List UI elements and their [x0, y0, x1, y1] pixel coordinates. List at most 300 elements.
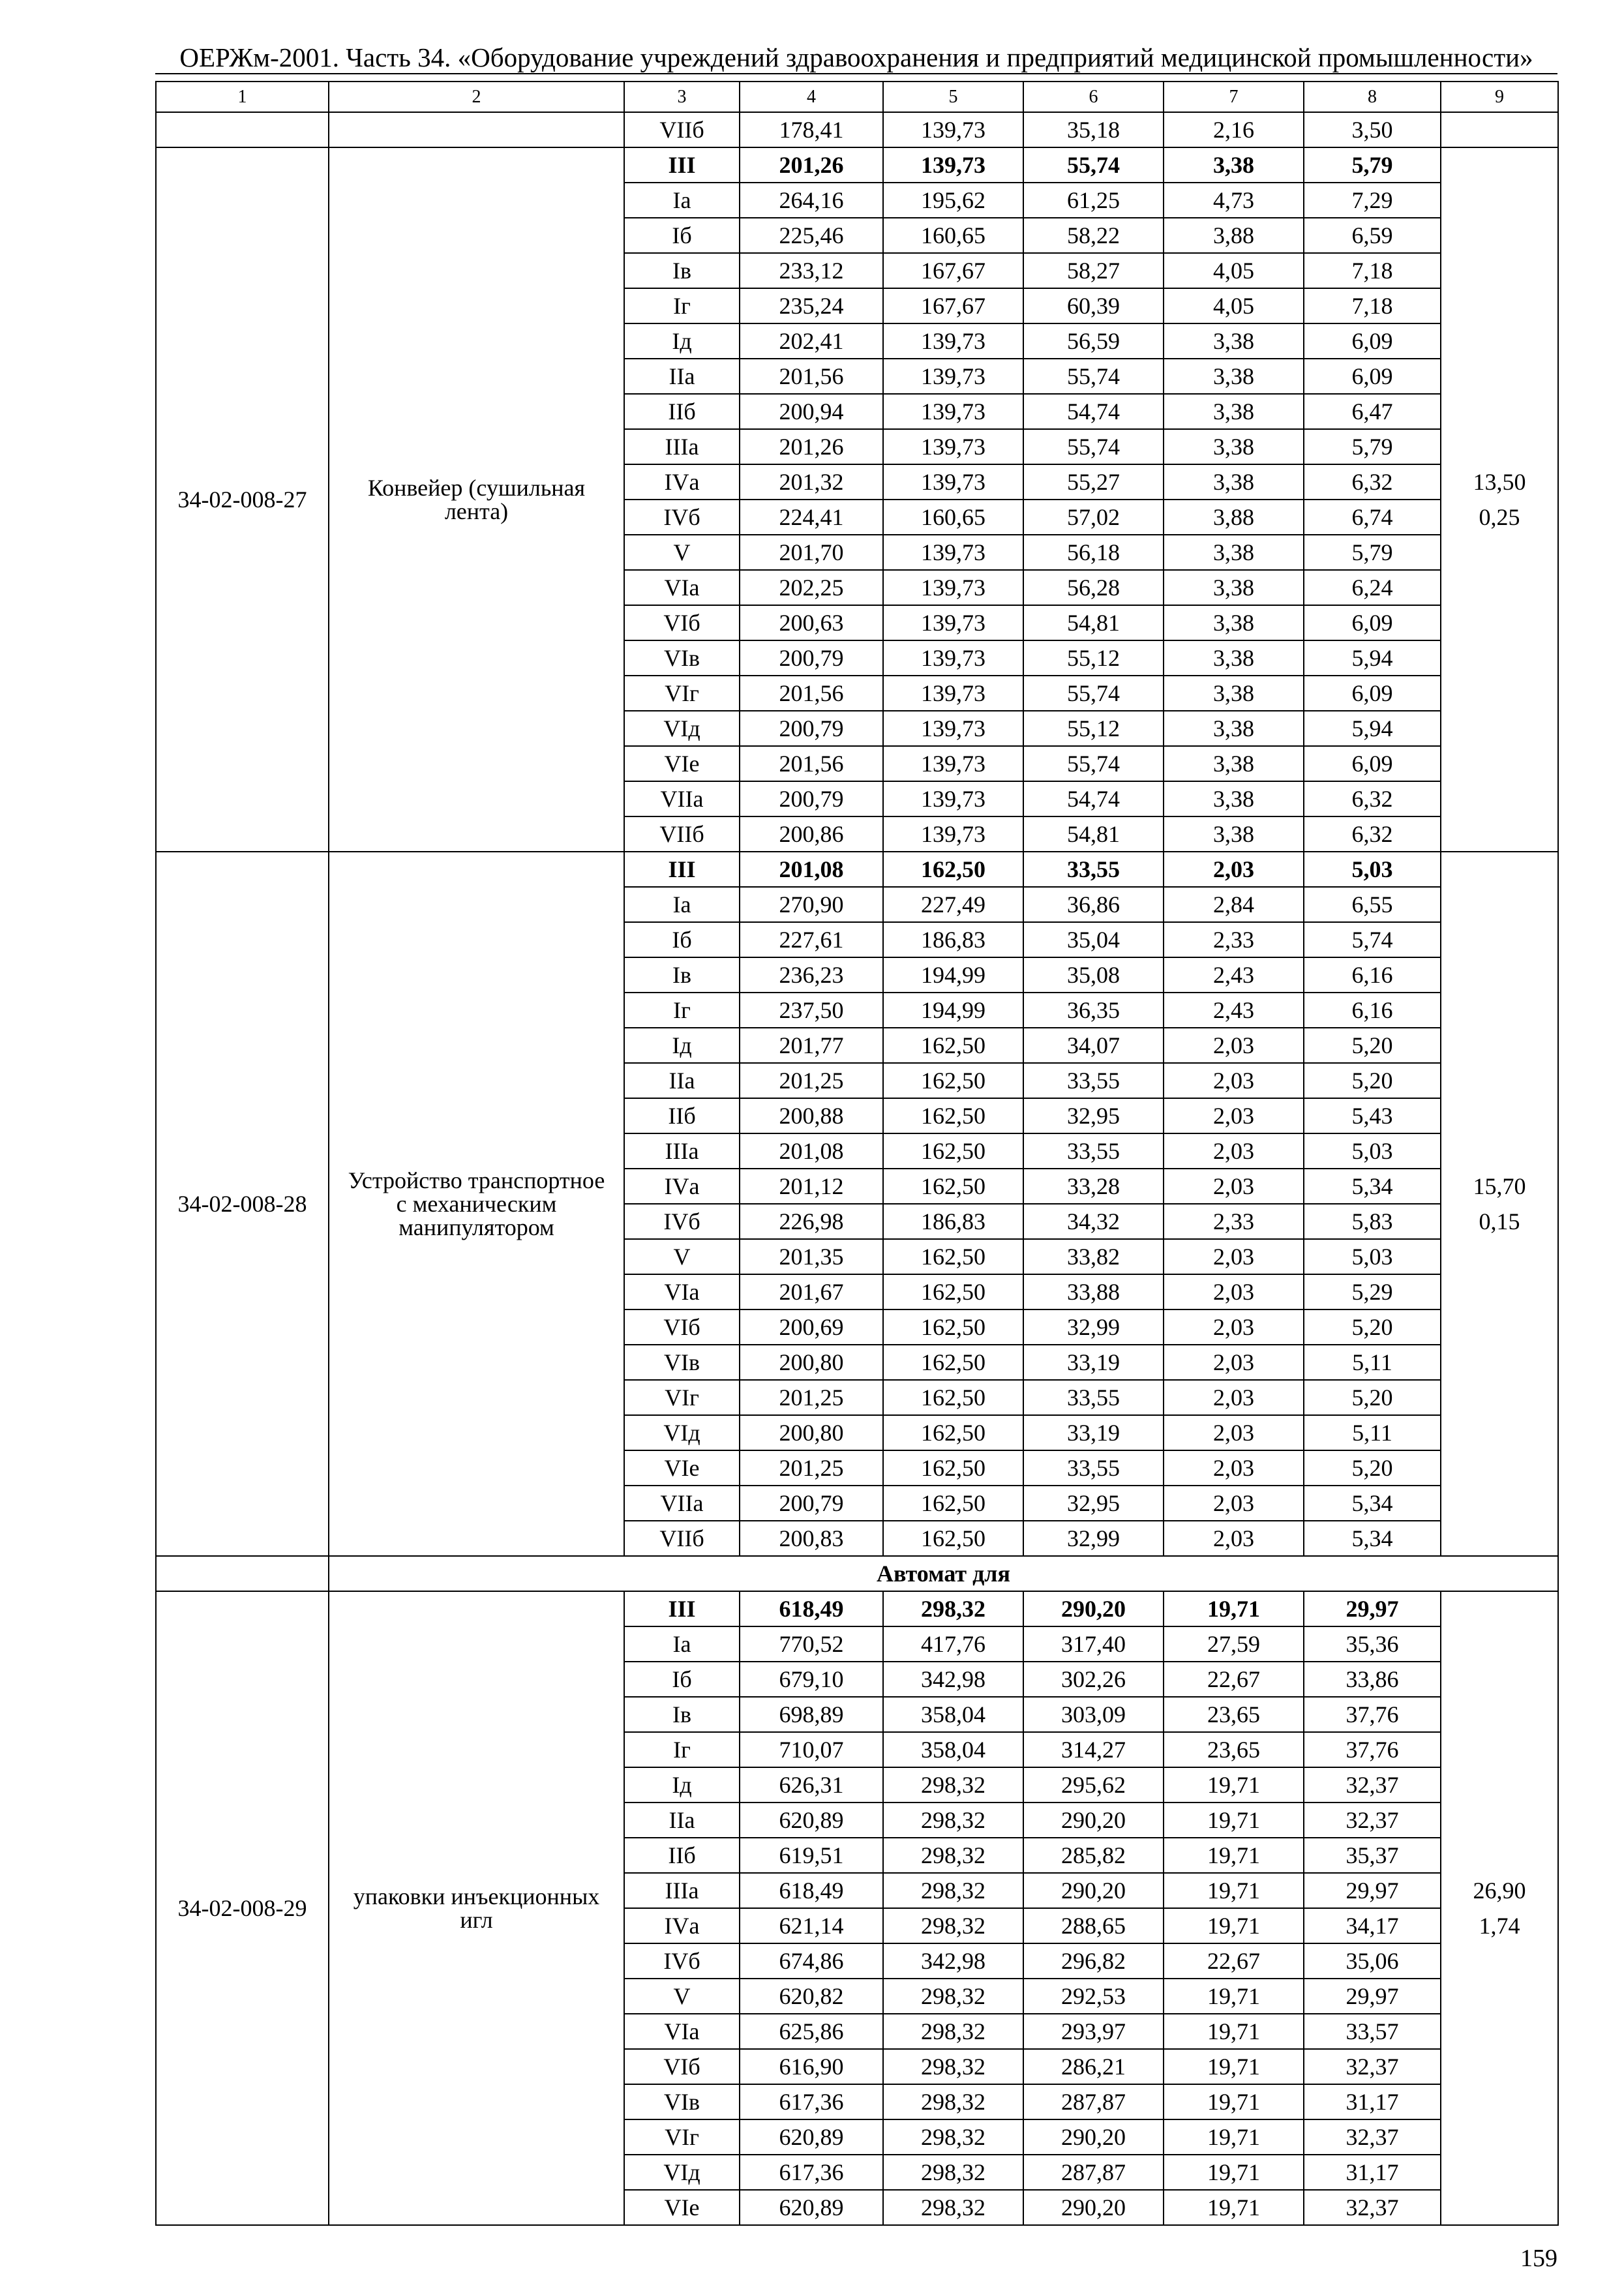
value-cell-col7: 2,84	[1164, 887, 1304, 922]
item-name	[329, 1591, 624, 2225]
zone-cell: Iг	[624, 1732, 740, 1767]
table-body	[156, 112, 1558, 2225]
value-cell-col5: 298,32	[883, 1591, 1023, 1626]
section-heading-row	[156, 1556, 1558, 1591]
value-cell-col7: 4,73	[1164, 183, 1304, 218]
value-cell-col5: 227,49	[883, 887, 1023, 922]
zone-cell: IVб	[624, 500, 740, 535]
value-cell-col4: 202,41	[740, 323, 883, 359]
value-cell-col8: 31,17	[1304, 2155, 1441, 2190]
value-cell-col4: 626,31	[740, 1767, 883, 1803]
value-cell-col5: 139,73	[883, 464, 1023, 500]
value-cell-col8: 35,37	[1304, 1838, 1441, 1873]
value-cell-col4: 620,89	[740, 1803, 883, 1838]
value-cell-col5: 139,73	[883, 147, 1023, 183]
value-cell-col6: 35,08	[1023, 957, 1164, 993]
item-name-line: Устройство транспортное	[348, 1167, 605, 1193]
zone-cell: VIIб	[624, 112, 740, 147]
value-cell-col7: 23,65	[1164, 1697, 1304, 1732]
value-cell-col7: 19,71	[1164, 1838, 1304, 1873]
value-cell-col5: 195,62	[883, 183, 1023, 218]
zone-cell: VIIа	[624, 781, 740, 816]
value-cell-col4: 200,79	[740, 1486, 883, 1521]
value-cell-col7: 19,71	[1164, 2190, 1304, 2225]
value-cell-col8: 33,57	[1304, 2014, 1441, 2049]
value-cell-col8: 37,76	[1304, 1732, 1441, 1767]
value-cell-col4: 237,50	[740, 993, 883, 1028]
value-cell-col6: 33,28	[1023, 1169, 1164, 1204]
value-cell-col6: 33,82	[1023, 1239, 1164, 1274]
value-cell-col7: 19,71	[1164, 1908, 1304, 1943]
zone-cell: Iв	[624, 253, 740, 288]
value-cell-col8: 6,16	[1304, 993, 1441, 1028]
zone-cell: Iв	[624, 957, 740, 993]
value-cell-col5: 342,98	[883, 1662, 1023, 1697]
item-code: 34-02-008-28	[156, 852, 329, 1556]
value-cell-col7: 2,43	[1164, 957, 1304, 993]
zone-cell: VIг	[624, 676, 740, 711]
value-cell-col7: 2,03	[1164, 1133, 1304, 1169]
value-cell-col7: 23,65	[1164, 1732, 1304, 1767]
value-cell-col4: 201,26	[740, 429, 883, 464]
zone-cell: Iг	[624, 288, 740, 323]
zone-cell: VIв	[624, 2084, 740, 2119]
value-cell-col4: 200,69	[740, 1309, 883, 1345]
value-cell-col7: 22,67	[1164, 1662, 1304, 1697]
value-cell-col7: 19,71	[1164, 1767, 1304, 1803]
value-cell-col4: 200,63	[740, 605, 883, 640]
value-cell-col5: 139,73	[883, 640, 1023, 676]
value-cell-col4: 770,52	[740, 1626, 883, 1662]
value-cell-col4: 264,16	[740, 183, 883, 218]
value-cell-col4: 201,56	[740, 359, 883, 394]
value-cell-col7: 22,67	[1164, 1943, 1304, 1979]
value-cell-col6: 36,35	[1023, 993, 1164, 1028]
zone-cell: IVб	[624, 1204, 740, 1239]
value-cell-col4: 235,24	[740, 288, 883, 323]
zone-cell: Iб	[624, 218, 740, 253]
zone-cell: Iд	[624, 323, 740, 359]
zone-cell: VIв	[624, 1345, 740, 1380]
value-cell-col8: 7,18	[1304, 288, 1441, 323]
zone-cell: IIIа	[624, 1133, 740, 1169]
value-cell-col7: 19,71	[1164, 1591, 1304, 1626]
value-cell-col5: 298,32	[883, 1838, 1023, 1873]
value-cell-col5: 298,32	[883, 1803, 1023, 1838]
value-cell-col7: 19,71	[1164, 2155, 1304, 2190]
item-name-line: лента)	[444, 498, 509, 524]
value-cell-col6: 290,20	[1023, 1803, 1164, 1838]
value-cell-col6: 33,55	[1023, 1133, 1164, 1169]
value-cell-col6: 285,82	[1023, 1838, 1164, 1873]
value-cell-col4: 679,10	[740, 1662, 883, 1697]
zone-cell: VIIб	[624, 1521, 740, 1556]
value-cell-col7: 2,03	[1164, 1028, 1304, 1063]
value-cell-col6: 293,97	[1023, 2014, 1164, 2049]
value-cell-col4: 618,49	[740, 1873, 883, 1908]
value-cell-col4: 227,61	[740, 922, 883, 957]
value-cell-col5: 162,50	[883, 1415, 1023, 1450]
value-cell-col8: 5,29	[1304, 1274, 1441, 1309]
value-cell-col8: 6,16	[1304, 957, 1441, 993]
value-cell-col4: 201,77	[740, 1028, 883, 1063]
value-cell-col6: 36,86	[1023, 887, 1164, 922]
value-cell-col7: 3,38	[1164, 676, 1304, 711]
value-cell-col4: 224,41	[740, 500, 883, 535]
value-cell-col5: 417,76	[883, 1626, 1023, 1662]
value-cell-col5: 298,32	[883, 2190, 1023, 2225]
value-cell-col5: 162,50	[883, 852, 1023, 887]
value-cell-col8: 5,43	[1304, 1098, 1441, 1133]
item-code: 34-02-008-29	[156, 1591, 329, 2225]
value-cell-col7: 3,38	[1164, 781, 1304, 816]
value-cell-col4: 200,88	[740, 1098, 883, 1133]
value-cell-col8: 5,83	[1304, 1204, 1441, 1239]
value-cell-col8: 32,37	[1304, 2119, 1441, 2155]
value-cell-col6: 287,87	[1023, 2084, 1164, 2119]
value-cell-col7: 3,38	[1164, 464, 1304, 500]
value-cell-col4: 620,82	[740, 1979, 883, 2014]
value-cell-col8: 35,06	[1304, 1943, 1441, 1979]
value-cell-col6: 56,18	[1023, 535, 1164, 570]
value-cell-col8: 29,97	[1304, 1591, 1441, 1626]
value-cell-col5: 167,67	[883, 288, 1023, 323]
value-cell-col4: 201,08	[740, 1133, 883, 1169]
value-cell-col8: 5,34	[1304, 1521, 1441, 1556]
zone-cell: VIд	[624, 2155, 740, 2190]
value-cell-col8: 6,09	[1304, 746, 1441, 781]
value-cell-col7: 19,71	[1164, 1803, 1304, 1838]
value-cell-col5: 160,65	[883, 218, 1023, 253]
value-cell-col5: 298,32	[883, 1873, 1023, 1908]
value-cell-col8: 5,79	[1304, 429, 1441, 464]
value-cell-col6: 290,20	[1023, 2119, 1164, 2155]
value-cell-col8: 7,18	[1304, 253, 1441, 288]
item-name-line: манипулятором	[398, 1214, 554, 1240]
value-cell-col6: 54,81	[1023, 605, 1164, 640]
value-cell-col5: 162,50	[883, 1239, 1023, 1274]
value-cell-col6: 33,19	[1023, 1415, 1164, 1450]
column-number-5: 5	[883, 82, 1023, 112]
value-cell-col6: 286,21	[1023, 2049, 1164, 2084]
value-cell-col7: 19,71	[1164, 2049, 1304, 2084]
value-cell-col6: 288,65	[1023, 1908, 1164, 1943]
value-cell-col5: 162,50	[883, 1309, 1023, 1345]
column-number-9: 9	[1441, 82, 1558, 112]
value-cell-col6: 55,12	[1023, 711, 1164, 746]
value-cell-col4: 200,79	[740, 640, 883, 676]
value-cell-col6: 292,53	[1023, 1979, 1164, 2014]
value-cell-col7: 4,05	[1164, 288, 1304, 323]
value-cell-col8: 34,17	[1304, 1908, 1441, 1943]
value-cell-col6: 317,40	[1023, 1626, 1164, 1662]
value-cell-col8: 6,47	[1304, 394, 1441, 429]
value-cell-col4: 202,25	[740, 570, 883, 605]
value-cell-col4: 200,80	[740, 1415, 883, 1450]
value-cell-col4: 201,08	[740, 852, 883, 887]
value-cell-col7: 3,38	[1164, 359, 1304, 394]
page-header-title: ОЕРЖм-2001. Часть 34. «Оборудование учреждений здравоохранения и предприятий медицинской промышленности»	[155, 42, 1557, 74]
value-cell-col4: 620,89	[740, 2190, 883, 2225]
value-cell-col6: 32,95	[1023, 1486, 1164, 1521]
item-name	[329, 147, 624, 852]
value-cell-col5: 139,73	[883, 394, 1023, 429]
value-cell-col8: 5,20	[1304, 1028, 1441, 1063]
zone-cell: Iд	[624, 1028, 740, 1063]
item-name	[329, 852, 624, 1556]
zone-cell: VIIа	[624, 1486, 740, 1521]
zone-cell: IVа	[624, 1908, 740, 1943]
value-cell-col8: 29,97	[1304, 1873, 1441, 1908]
value-cell-col4: 621,14	[740, 1908, 883, 1943]
value-cell-col7: 19,71	[1164, 1979, 1304, 2014]
value-cell-col5: 139,73	[883, 359, 1023, 394]
value-cell-col5: 298,32	[883, 2049, 1023, 2084]
value-cell-col8: 5,34	[1304, 1169, 1441, 1204]
value-cell-col4: 201,25	[740, 1450, 883, 1486]
zone-cell: VIб	[624, 605, 740, 640]
value-cell-col4: 270,90	[740, 887, 883, 922]
value-cell-col6: 58,27	[1023, 253, 1164, 288]
rates-table	[155, 81, 1559, 2226]
zone-cell: VIе	[624, 1450, 740, 1486]
value-cell-col4: 201,56	[740, 676, 883, 711]
value-cell-col6: 287,87	[1023, 2155, 1164, 2190]
value-cell-col8: 6,09	[1304, 323, 1441, 359]
value-cell-col5: 162,50	[883, 1063, 1023, 1098]
value-cell-col7: 2,03	[1164, 1098, 1304, 1133]
resource-cell	[1441, 112, 1558, 147]
zone-cell: IIIа	[624, 429, 740, 464]
value-cell-col4: 201,26	[740, 147, 883, 183]
value-cell-col7: 3,38	[1164, 640, 1304, 676]
column-number-4: 4	[740, 82, 883, 112]
value-cell-col6: 290,20	[1023, 1591, 1164, 1626]
value-cell-col7: 4,05	[1164, 253, 1304, 288]
value-cell-col7: 2,03	[1164, 1274, 1304, 1309]
value-cell-col5: 139,73	[883, 570, 1023, 605]
value-cell-col5: 162,50	[883, 1486, 1023, 1521]
zone-cell: IIб	[624, 1838, 740, 1873]
value-cell-col8: 5,20	[1304, 1380, 1441, 1415]
value-cell-col7: 2,03	[1164, 1169, 1304, 1204]
value-cell-col5: 162,50	[883, 1380, 1023, 1415]
value-cell-col4: 201,25	[740, 1380, 883, 1415]
value-cell-col5: 298,32	[883, 2014, 1023, 2049]
value-cell-col4: 226,98	[740, 1204, 883, 1239]
value-cell-col6: 54,74	[1023, 394, 1164, 429]
value-cell-col5: 194,99	[883, 993, 1023, 1028]
zone-cell: VIе	[624, 2190, 740, 2225]
value-cell-col8: 3,50	[1304, 112, 1441, 147]
value-cell-col5: 139,73	[883, 429, 1023, 464]
value-cell-col6: 290,20	[1023, 2190, 1164, 2225]
value-cell-col6: 296,82	[1023, 1943, 1164, 1979]
value-cell-col6: 56,59	[1023, 323, 1164, 359]
value-cell-col7: 3,38	[1164, 746, 1304, 781]
zone-cell: III	[624, 1591, 740, 1626]
value-cell-col6: 55,74	[1023, 746, 1164, 781]
zone-cell: V	[624, 1979, 740, 2014]
column-number-7: 7	[1164, 82, 1304, 112]
value-cell-col8: 5,20	[1304, 1063, 1441, 1098]
value-cell-col7: 3,38	[1164, 570, 1304, 605]
zone-cell: IVб	[624, 1943, 740, 1979]
value-cell-col7: 19,71	[1164, 1873, 1304, 1908]
item-resource-value: 26,90	[1473, 1878, 1526, 1904]
column-number-8: 8	[1304, 82, 1441, 112]
value-cell-col4: 201,25	[740, 1063, 883, 1098]
value-cell-col6: 55,74	[1023, 676, 1164, 711]
value-cell-col5: 342,98	[883, 1943, 1023, 1979]
value-cell-col8: 5,20	[1304, 1450, 1441, 1486]
column-number-6: 6	[1023, 82, 1164, 112]
value-cell-col6: 290,20	[1023, 1873, 1164, 1908]
item-resource-value: 15,70	[1473, 1173, 1526, 1199]
value-cell-col7: 2,03	[1164, 1450, 1304, 1486]
value-cell-col4: 201,12	[740, 1169, 883, 1204]
value-cell-col4: 674,86	[740, 1943, 883, 1979]
value-cell-col7: 2,03	[1164, 1380, 1304, 1415]
value-cell-col4: 616,90	[740, 2049, 883, 2084]
value-cell-col5: 139,73	[883, 112, 1023, 147]
value-cell-col6: 55,27	[1023, 464, 1164, 500]
value-cell-col4: 200,86	[740, 816, 883, 852]
zone-cell: III	[624, 852, 740, 887]
value-cell-col4: 201,67	[740, 1274, 883, 1309]
table-row	[156, 147, 1558, 183]
value-cell-col4: 236,23	[740, 957, 883, 993]
value-cell-col8: 5,94	[1304, 640, 1441, 676]
value-cell-col5: 162,50	[883, 1028, 1023, 1063]
value-cell-col6: 58,22	[1023, 218, 1164, 253]
zone-cell: Iв	[624, 1697, 740, 1732]
value-cell-col6: 314,27	[1023, 1732, 1164, 1767]
value-cell-col6: 33,55	[1023, 1063, 1164, 1098]
value-cell-col6: 55,74	[1023, 429, 1164, 464]
zone-cell: Iг	[624, 993, 740, 1028]
value-cell-col5: 162,50	[883, 1133, 1023, 1169]
value-cell-col5: 139,73	[883, 746, 1023, 781]
zone-cell: IIб	[624, 394, 740, 429]
value-cell-col8: 6,32	[1304, 781, 1441, 816]
value-cell-col7: 3,88	[1164, 500, 1304, 535]
value-cell-col5: 358,04	[883, 1732, 1023, 1767]
code-cell	[156, 1556, 329, 1591]
zone-cell: VIб	[624, 2049, 740, 2084]
zone-cell: Iа	[624, 183, 740, 218]
value-cell-col8: 6,09	[1304, 359, 1441, 394]
zone-cell: V	[624, 1239, 740, 1274]
zone-cell: Iа	[624, 887, 740, 922]
value-cell-col7: 3,38	[1164, 711, 1304, 746]
value-cell-col7: 19,71	[1164, 2084, 1304, 2119]
item-resource-value: 13,50	[1473, 469, 1526, 495]
value-cell-col5: 162,50	[883, 1450, 1023, 1486]
zone-cell: III	[624, 147, 740, 183]
column-number-2: 2	[329, 82, 624, 112]
item-name-line: упаковки инъекционных	[353, 1883, 600, 1909]
value-cell-col7: 19,71	[1164, 2014, 1304, 2049]
value-cell-col7: 3,38	[1164, 429, 1304, 464]
value-cell-col8: 6,32	[1304, 816, 1441, 852]
zone-cell: V	[624, 535, 740, 570]
column-number-1: 1	[156, 82, 329, 112]
value-cell-col5: 298,32	[883, 1908, 1023, 1943]
value-cell-col6: 33,88	[1023, 1274, 1164, 1309]
value-cell-col6: 302,26	[1023, 1662, 1164, 1697]
code-cell	[156, 112, 329, 147]
zone-cell: VIд	[624, 711, 740, 746]
value-cell-col5: 358,04	[883, 1697, 1023, 1732]
value-cell-col5: 162,50	[883, 1521, 1023, 1556]
value-cell-col4: 617,36	[740, 2155, 883, 2190]
value-cell-col8: 5,03	[1304, 1133, 1441, 1169]
item-resource-value: 0,15	[1479, 1208, 1520, 1234]
zone-cell: IVа	[624, 1169, 740, 1204]
value-cell-col5: 298,32	[883, 2155, 1023, 2190]
section-heading: Автомат для	[329, 1556, 1558, 1591]
value-cell-col4: 178,41	[740, 112, 883, 147]
zone-cell: VIг	[624, 1380, 740, 1415]
zone-cell: VIд	[624, 1415, 740, 1450]
item-resource-value: 0,25	[1479, 504, 1520, 530]
item-resources	[1441, 852, 1558, 1556]
value-cell-col8: 6,74	[1304, 500, 1441, 535]
value-cell-col5: 167,67	[883, 253, 1023, 288]
zone-cell: VIа	[624, 1274, 740, 1309]
item-code: 34-02-008-27	[156, 147, 329, 852]
value-cell-col4: 201,56	[740, 746, 883, 781]
value-cell-col5: 298,32	[883, 2084, 1023, 2119]
zone-cell: VIа	[624, 2014, 740, 2049]
value-cell-col4: 698,89	[740, 1697, 883, 1732]
value-cell-col8: 32,37	[1304, 2049, 1441, 2084]
value-cell-col7: 3,88	[1164, 218, 1304, 253]
value-cell-col7: 2,03	[1164, 1345, 1304, 1380]
value-cell-col5: 298,32	[883, 1979, 1023, 2014]
value-cell-col5: 139,73	[883, 323, 1023, 359]
value-cell-col8: 32,37	[1304, 1803, 1441, 1838]
value-cell-col7: 3,38	[1164, 535, 1304, 570]
item-name-line: игл	[460, 1907, 493, 1933]
value-cell-col4: 200,79	[740, 711, 883, 746]
value-cell-col8: 5,03	[1304, 852, 1441, 887]
value-cell-col7: 19,71	[1164, 2119, 1304, 2155]
value-cell-col6: 55,74	[1023, 147, 1164, 183]
value-cell-col5: 162,50	[883, 1098, 1023, 1133]
zone-cell: IVа	[624, 464, 740, 500]
value-cell-col5: 186,83	[883, 1204, 1023, 1239]
value-cell-col6: 35,18	[1023, 112, 1164, 147]
zone-cell: VIIб	[624, 816, 740, 852]
value-cell-col8: 7,29	[1304, 183, 1441, 218]
value-cell-col7: 3,38	[1164, 323, 1304, 359]
value-cell-col4: 619,51	[740, 1838, 883, 1873]
value-cell-col6: 35,04	[1023, 922, 1164, 957]
zone-cell: IIIа	[624, 1873, 740, 1908]
value-cell-col5: 139,73	[883, 605, 1023, 640]
value-cell-col5: 139,73	[883, 676, 1023, 711]
value-cell-col7: 2,03	[1164, 1309, 1304, 1345]
value-cell-col8: 6,09	[1304, 605, 1441, 640]
value-cell-col8: 33,86	[1304, 1662, 1441, 1697]
value-cell-col8: 6,55	[1304, 887, 1441, 922]
value-cell-col8: 31,17	[1304, 2084, 1441, 2119]
value-cell-col4: 200,83	[740, 1521, 883, 1556]
value-cell-col8: 32,37	[1304, 2190, 1441, 2225]
value-cell-col8: 6,24	[1304, 570, 1441, 605]
